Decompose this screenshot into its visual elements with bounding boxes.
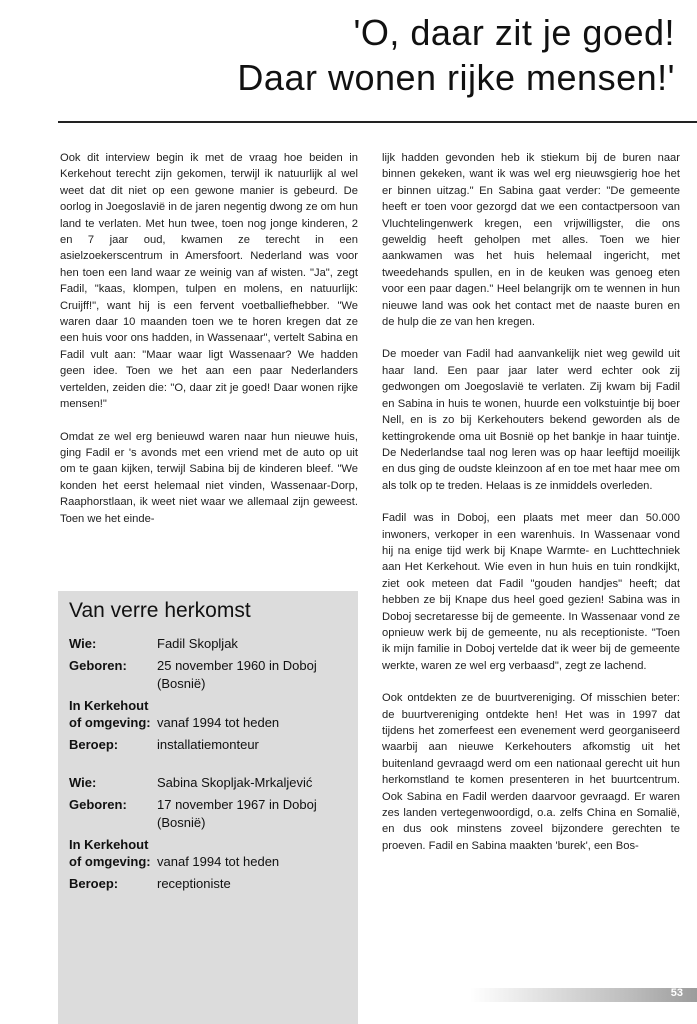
left-column — [60, 150, 358, 543]
info-box — [58, 591, 358, 1024]
value: vanaf 1994 tot heden — [157, 715, 280, 730]
label: Beroep: — [69, 876, 119, 891]
label: of omgeving: — [69, 715, 151, 730]
footer-bar — [470, 988, 697, 1002]
paragraph: Ook ontdekten ze de buurtvereniging. Of misschien beter: de buurtvereniging ontdekte hen! Het was in 1997 dat tijdens het zomerfeest een evenement werd georganiseerd waarbij aan nieuwe Kerkehouters afkomstig uit het buitenland gevraagd werd om een nationaal gerecht uit hun herkomstland te komen presenteren in het buurtcentrum. Ook Sabina en Fadil werden daarvoor gevraagd. Er waren zes landen vertegenwoordigd, o.a. zelfs China en Somalië, en dus ook minstens zoveel bijzondere gerechten te proeven. Fadil en Sabina maakten 'burek', een Bos- — [382, 692, 680, 852]
paragraph: Ook dit interview begin ik met de vraag hoe beiden in Kerkehout terecht zijn gekomen, terwijl ik natuurlijk al wel weet dat dit niet op een gewone manier is gebeurd. De oorlog in Joegoslavië in de jaren negentig dwong ze om hun land te verlaten. Met hun twee, toen nog jonge kinderen, 2 en 7 jaar oud, kwamen ze terecht in een asielzoekerscentrum in Amersfoort. Nederland was voor hen toen een land waar ze weinig van af wisten. "Ja", zegt Fadil, "kaas, klompen, tulpen en molens, en natuurlijk: Cruijff!", want hij is een fervent voetballiefhebber. "We waren daar 10 maanden toen we te horen kregen dat ze een huis voor ons hadden, in Wassenaar", vertelt Sabina en Fadil vult aan: "Maar waar ligt Wassenaar? We hadden geen idee. Toen we het aan een paar Nederlanders vertelden, zeiden die: "O, daar zit je goed! Daar wonen rijke mensen!" — [60, 152, 358, 411]
label: of omgeving: — [69, 854, 151, 869]
page-number: 53 — [670, 987, 683, 999]
value: Sabina Skopljak-Mrkaljević — [157, 775, 313, 790]
paragraph: De moeder van Fadil had aanvankelijk niet weg gewild uit haar land. Een paar jaar later werd echter ook zij gedwongen om Joegoslavië te verlaten. Zij kwam bij Fadil en Sabina in huis te wonen, huurde een volkstuintje bij boer Nell, en is zo bij Kerkehouters bekend geworden als de kettingrokende oma uit Bosnië op het bankje in haar tuintje. De Nederlandse taal nog leren was op haar leeftijd moeilijk en dus ging de oudste kleinzoon af en toe met haar mee om als tolk op te treden. Helaas is ze inmiddels overleden. — [382, 348, 680, 492]
title-line-1: 'O, daar zit je goed! — [353, 12, 675, 53]
info-box-title: Van verre herkomst — [69, 599, 251, 622]
title-line-2: Daar wonen rijke mensen!' — [237, 57, 675, 98]
label: Wie: — [69, 775, 97, 790]
page-title — [237, 10, 675, 100]
value: Fadil Skopljak — [157, 636, 238, 651]
label: Wie: — [69, 636, 97, 651]
label: In Kerkehout — [69, 698, 149, 713]
label: Beroep: — [69, 737, 119, 752]
value: receptioniste — [157, 876, 231, 891]
label: In Kerkehout — [69, 837, 149, 852]
paragraph: Fadil was in Doboj, een plaats met meer dan 50.000 inwoners, verkoper in een warenhuis. In Wassenaar vond hij na enige tijd werk bij Knape Warmte- en Luchttechniek aan Het Kerkehout. Wie even in hun huis en tuin rondkijkt, ziet ook meteen dat Fadil "gouden handjes" heeft; dat hebben ze bij Knape dus heel goed gezien! Sabina was in Doboj secretaresse bij de gemeente. In Wassenaar vond ze opnieuw werk bij de gemeente, nu als receptioniste. "Toen ik mijn familie in Doboj vertelde dat ik weer bij de gemeente werkte, waren ze wel erg verbaasd", zegt ze lachend. — [382, 512, 680, 672]
right-column — [382, 150, 680, 870]
value: 25 november 1960 in Doboj — [157, 658, 317, 673]
paragraph: lijk hadden gevonden heb ik stiekum bij de buren naar binnen gekeken, want ik was wel erg nieuwsgierig hoe het er binnen uitzag." En Sabina gaat verder: "De gemeente heeft er toen voor gezorgd dat we een contactpersoon van Vluchtelingenwerk kregen, een vrijwilligster, die ons geweldig heeft geholpen met alles. Toen we hier aankwamen was het huis helemaal ingericht, met tweedehands spullen, en in de keuken was genoeg eten voor een paar dagen." Heel belangrijk om te wennen in hun nieuwe land was ook het contact met de naaste buren en de hulp die ze van hen kregen. — [382, 152, 680, 329]
value: (Bosnië) — [157, 676, 206, 691]
label: Geboren: — [69, 797, 127, 812]
value: vanaf 1994 tot heden — [157, 854, 280, 869]
label: Geboren: — [69, 658, 127, 673]
value: installatiemonteur — [157, 737, 259, 752]
value: 17 november 1967 in Doboj — [157, 797, 317, 812]
paragraph: Omdat ze wel erg benieuwd waren naar hun nieuwe huis, ging Fadil er 's avonds met een vriend met de auto op uit om te gaan kijken, terwijl Sabina bij de kinderen bleef. "We konden het eerst helemaal niet vinden, Wassenaar-Dorp, Raaphorstlaan, ik weet niet waar we allemaal zijn geweest. Toen we het einde- — [60, 430, 358, 525]
value: (Bosnië) — [157, 815, 206, 830]
title-rule — [58, 121, 697, 123]
